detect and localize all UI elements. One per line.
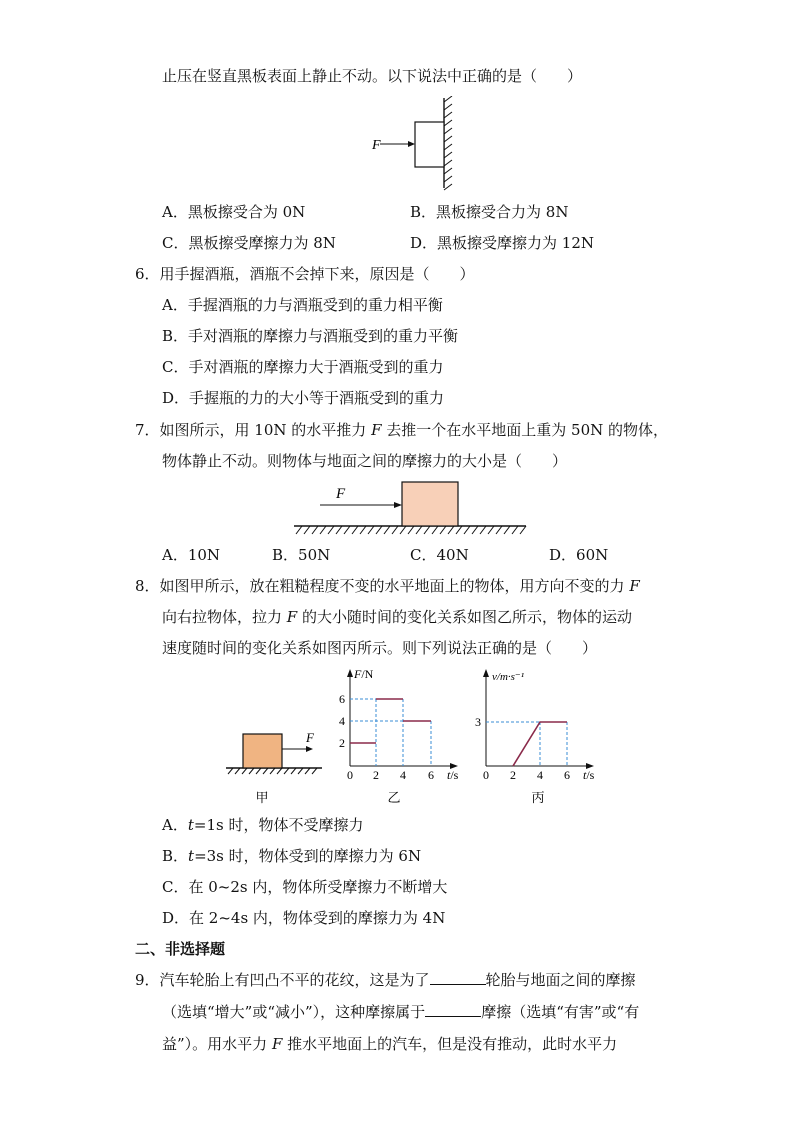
q6-stem: 6．用手握酒瓶，酒瓶不会掉下来，原因是（ ） — [135, 265, 475, 283]
q8-jia-force-label: F — [306, 730, 314, 745]
q8-yi-ytick: 4 — [339, 714, 345, 728]
q9-blank-2[interactable] — [425, 1002, 481, 1017]
q8-stem-line2: 向右拉物体，拉力 F 的大小随时间的变化关系如图乙所示，物体的运动 — [162, 608, 632, 626]
q8-figure-bing — [470, 664, 604, 810]
q8-option-d: D．在 2~4s 内，物体受到的摩擦力为 4N — [162, 909, 446, 927]
q5-force-label: F — [372, 138, 381, 153]
q6-option-b: B．手对酒瓶的摩擦力与酒瓶受到的重力平衡 — [162, 327, 459, 345]
q7-option-a: A．10N — [162, 546, 221, 564]
q8-stem-line3: 速度随时间的变化关系如图丙所示。则下列说法正确的是（ ） — [162, 639, 598, 657]
q5-option-a: A．黑板擦受合为 0N — [162, 203, 306, 221]
q7-force-label: F — [336, 486, 346, 502]
q8-yi-xtick: 0 — [347, 768, 353, 782]
q8-figure-yi — [334, 664, 468, 810]
q5-stem: 止压在竖直黑板表面上静止不动。以下说法中正确的是（ ） — [162, 67, 583, 85]
q8-yi-ytick: 6 — [339, 692, 345, 706]
q8-bing-xtick: 4 — [537, 768, 543, 782]
q8-bing-caption: 丙 — [531, 790, 545, 805]
q6-option-d: D．手握瓶的力的大小等于酒瓶受到的重力 — [162, 389, 445, 407]
q8-yi-ytick: 2 — [339, 736, 345, 750]
q8-figure-jia — [224, 726, 328, 810]
section-title: 二、非选择题 — [135, 940, 226, 958]
q7-option-c: C．40N — [410, 546, 469, 564]
q8-bing-ytick: 3 — [475, 715, 481, 729]
q8-jia-block — [243, 734, 282, 768]
q5-block — [415, 122, 444, 167]
q8-bing-y-label: v/m·s⁻¹ — [492, 671, 525, 683]
q8-yi-guides — [350, 699, 431, 766]
q7-block — [402, 482, 458, 526]
q9-line2: （选填“增大”或“减小”），这种摩擦属于 摩擦（选填“有害”或“有 — [162, 1003, 640, 1021]
q8-stem-line1: 8．如图甲所示，放在粗糙程度不变的水平地面上的物体，用方向不变的力 F — [135, 577, 640, 595]
q9-line1: 9．汽车轮胎上有凹凸不平的花纹，这是为了 轮胎与地面之间的摩擦 — [135, 971, 636, 989]
q8-option-c: C．在 0~2s 内，物体所受摩擦力不断增大 — [162, 878, 448, 896]
q7-stem-line1: 7．如图所示，用 10N 的水平推力 F 去推一个在水平地面上重为 50N 的物体， — [135, 421, 669, 439]
q8-bing-xtick: 0 — [483, 768, 489, 782]
q8-yi-xtick: 2 — [373, 768, 379, 782]
q7-stem-line2: 物体静止不动。则物体与地面之间的摩擦力的大小是（ ） — [162, 452, 568, 470]
q8-option-a: A．t=1s 时，物体不受摩擦力 — [162, 816, 364, 834]
q8-bing-xtick: 6 — [564, 768, 570, 782]
q5-figure — [362, 96, 462, 192]
q6-option-c: C．手对酒瓶的摩擦力大于酒瓶受到的重力 — [162, 358, 444, 376]
q7-option-d: D．60N — [549, 546, 609, 564]
q8-yi-caption: 乙 — [387, 790, 401, 805]
q8-bing-xtick: 2 — [510, 768, 516, 782]
q8-yi-y-label: F/N — [354, 667, 374, 681]
q5-option-b: B．黑板擦受合力为 8N — [410, 203, 569, 221]
q9-line3: 益”）。用水平力 F 推水平地面上的汽车，但是没有推动，此时水平力 — [162, 1035, 618, 1053]
q8-yi-x-label: t/s — [447, 768, 459, 782]
q8-yi-xtick: 6 — [428, 768, 434, 782]
q5-option-d: D．黑板擦受摩擦力为 12N — [410, 234, 595, 252]
q7-option-b: B．50N — [272, 546, 331, 564]
q5-option-c: C．黑板擦受摩擦力为 8N — [162, 234, 336, 252]
q8-option-b: B．t=3s 时，物体受到的摩擦力为 6N — [162, 847, 422, 865]
q8-bing-x-label: t/s — [583, 768, 595, 782]
q7-figure — [292, 478, 532, 536]
q6-option-a: A．手握酒瓶的力与酒瓶受到的重力相平衡 — [162, 296, 443, 314]
q8-jia-caption: 甲 — [255, 790, 269, 805]
q8-yi-xtick: 4 — [400, 768, 406, 782]
q9-blank-1[interactable] — [430, 970, 486, 985]
